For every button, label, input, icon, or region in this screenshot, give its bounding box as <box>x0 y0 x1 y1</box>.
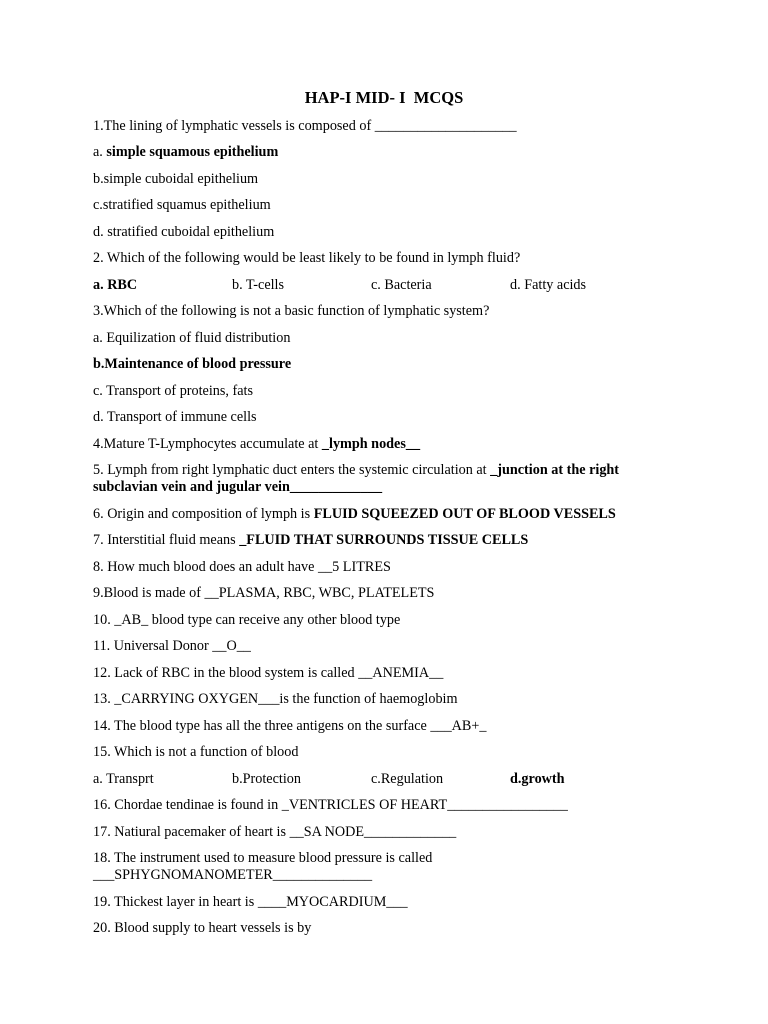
question-7 <box>93 532 528 549</box>
q6-answer: FLUID SQUEEZED OUT OF BLOOD VESSELS <box>313 506 616 522</box>
q3-option-c: c. Transport of proteins, fats <box>93 383 253 399</box>
question-2: 2. Which of the following would be least likely to be found in lymph fluid? <box>93 250 521 266</box>
question-10: 10. _AB_ blood type can receive any other blood type <box>93 612 401 628</box>
q5-text: 5. Lymph from right lymphatic duct enters the systemic circulation at <box>93 462 491 478</box>
q1-option-a-answer: simple squamous epithelium <box>106 144 279 160</box>
question-1: 1.The lining of lymphatic vessels is composed of ____________________ <box>93 118 517 134</box>
question-5 <box>93 462 678 496</box>
question-12: 12. Lack of RBC in the blood system is called __ANEMIA__ <box>93 665 444 681</box>
q15-option-c: c.Regulation <box>371 771 444 787</box>
q2-option-a: a. RBC <box>93 277 138 293</box>
question-11: 11. Universal Donor __O__ <box>93 638 251 654</box>
q7-answer: _FLUID THAT SURROUNDS TISSUE CELLS <box>239 532 529 548</box>
question-4 <box>93 436 420 453</box>
q15-option-d: d.growth <box>510 771 565 787</box>
q1-option-c: c.stratified squamus epithelium <box>93 197 271 213</box>
question-20: 20. Blood supply to heart vessels is by <box>93 920 312 936</box>
question-3: 3.Which of the following is not a basic function of lymphatic system? <box>93 303 490 319</box>
q1-option-a <box>93 144 278 161</box>
q7-text: 7. Interstitial fluid means <box>93 532 240 548</box>
page-title: HAP-I MID- I MCQS <box>304 88 464 107</box>
q3-option-d: d. Transport of immune cells <box>93 409 257 425</box>
question-6 <box>93 506 616 523</box>
q2-option-d: d. Fatty acids <box>510 277 587 293</box>
question-16: 16. Chordae tendinae is found in _VENTRICLES OF HEART_________________ <box>93 797 568 813</box>
question-19: 19. Thickest layer in heart is ____MYOCARDIUM___ <box>93 894 408 910</box>
q4-answer: _lymph nodes__ <box>321 436 421 452</box>
q2-option-c: c. Bacteria <box>371 277 432 293</box>
q15-option-a: a. Transprt <box>93 771 154 787</box>
question-9: 9.Blood is made of __PLASMA, RBC, WBC, PLATELETS <box>93 585 435 601</box>
q6-text: 6. Origin and composition of lymph is <box>93 506 314 522</box>
q4-text: 4.Mature T-Lymphocytes accumulate at <box>93 436 322 452</box>
q2-option-b: b. T-cells <box>232 277 285 293</box>
question-8: 8. How much blood does an adult have __5 LITRES <box>93 559 391 575</box>
q15-option-b: b.Protection <box>232 771 301 787</box>
question-15: 15. Which is not a function of blood <box>93 744 299 760</box>
q3-option-a: a. Equilization of fluid distribution <box>93 330 291 346</box>
q1-option-a-prefix: a. <box>93 144 107 160</box>
q1-option-d: d. stratified cuboidal epithelium <box>93 224 275 240</box>
question-14: 14. The blood type has all the three antigens on the surface ___AB+_ <box>93 718 487 734</box>
question-18-line-1: 18. The instrument used to measure blood pressure is called <box>93 850 433 866</box>
question-18-line-2: ___SPHYGNOMANOMETER______________ <box>93 867 373 883</box>
question-17: 17. Natiural pacemaker of heart is __SA NODE_____________ <box>93 824 457 840</box>
q3-option-b: b.Maintenance of blood pressure <box>93 356 292 372</box>
q1-option-b: b.simple cuboidal epithelium <box>93 171 259 187</box>
question-13: 13. _CARRYING OXYGEN___is the function of haemoglobim <box>93 691 458 707</box>
q5-answer: _junction at the right subclavian vein and jugular vein_____________ <box>93 462 620 495</box>
